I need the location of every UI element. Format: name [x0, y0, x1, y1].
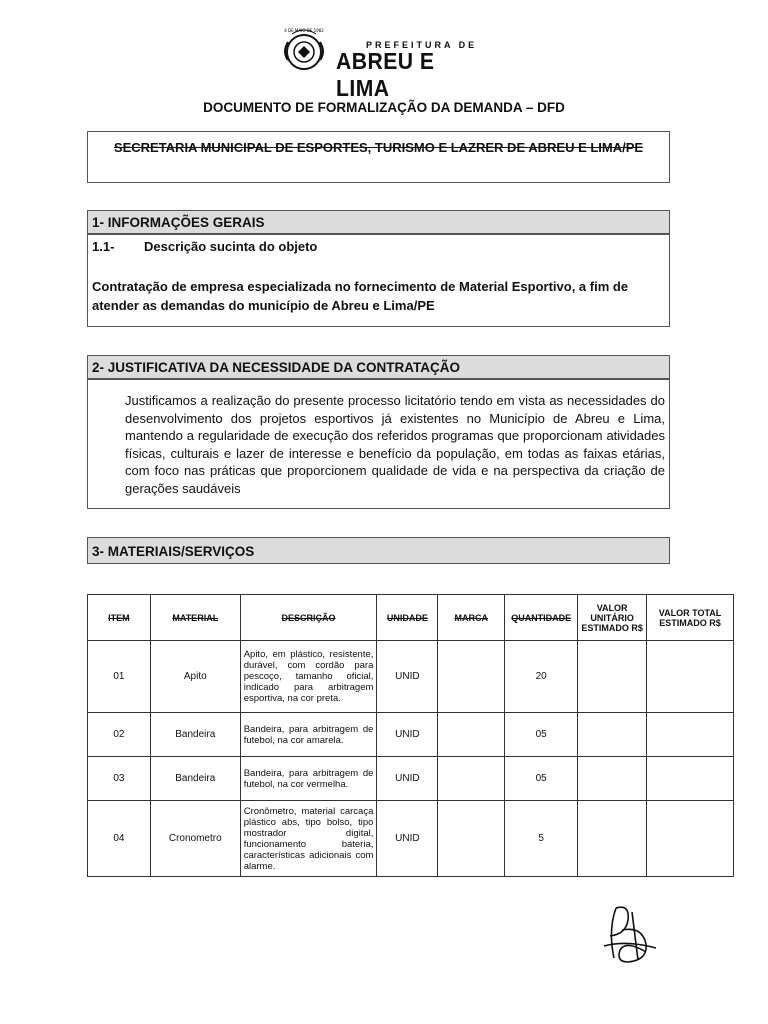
- cell-unidade: UNID: [377, 713, 438, 757]
- cell-valor-total: [647, 713, 734, 757]
- section-3-heading: 3- MATERIAIS/SERVIÇOS: [87, 537, 670, 564]
- cell-unidade: UNID: [377, 757, 438, 801]
- cell-valor-unitario: [578, 757, 647, 801]
- cell-material: Bandeira: [150, 757, 240, 801]
- cell-valor-total: [647, 757, 734, 801]
- col-item: ITEM: [88, 595, 151, 641]
- logo-prefeitura-de: PREFEITURA DE: [366, 40, 478, 50]
- table-row: [88, 757, 734, 801]
- cell-quantidade: 05: [505, 757, 578, 801]
- handwritten-signature: [586, 900, 666, 970]
- subsection-1-1: [92, 239, 317, 254]
- cell-item: 01: [88, 641, 151, 713]
- cell-descricao: Cronômetro, material carcaça plástico abs, tipo bolso, tipo mostrador digital, funcionamento bateria, características adicionais com alarme.: [240, 801, 377, 877]
- cell-marca: [438, 713, 505, 757]
- object-description: Contratação de empresa especializada no fornecimento de Material Esportivo, a fim de atender as demandas do município de Abreu e Lima/PE: [92, 279, 629, 313]
- col-quantidade: QUANTIDADE: [505, 595, 578, 641]
- table-row: [88, 641, 734, 713]
- cell-material: Bandeira: [150, 713, 240, 757]
- cell-descricao: Bandeira, para arbitragem de futebol, na cor vermelha.: [240, 757, 377, 801]
- section-1-body: [87, 234, 670, 327]
- col-unidade: UNIDADE: [377, 595, 438, 641]
- cell-quantidade: 5: [505, 801, 578, 877]
- prefeitura-logo: [278, 22, 488, 101]
- table-row: [88, 801, 734, 877]
- secretaria-box: [87, 131, 670, 183]
- section-2-heading: 2- JUSTIFICATIVA DA NECESSIDADE DA CONTRATAÇÃO: [87, 355, 670, 379]
- cell-unidade: UNID: [377, 641, 438, 713]
- cell-material: Apito: [150, 641, 240, 713]
- svg-text:4 DE MAIO DE 1982: 4 DE MAIO DE 1982: [284, 28, 324, 33]
- cell-marca: [438, 757, 505, 801]
- cell-unidade: UNID: [377, 801, 438, 877]
- section-2-body: [87, 379, 670, 509]
- subsection-number: 1.1-: [92, 239, 115, 254]
- cell-valor-total: [647, 641, 734, 713]
- section-1-heading: 1- INFORMAÇÕES GERAIS: [87, 210, 670, 234]
- cell-quantidade: 05: [505, 713, 578, 757]
- document-title: DOCUMENTO DE FORMALIZAÇÃO DA DEMANDA – DFD: [203, 100, 565, 115]
- col-descricao: DESCRIÇÃO: [240, 595, 377, 641]
- cell-item: 04: [88, 801, 151, 877]
- cell-quantidade: 20: [505, 641, 578, 713]
- cell-valor-unitario: [578, 713, 647, 757]
- municipal-seal-icon: [278, 22, 330, 78]
- table-row: [88, 713, 734, 757]
- cell-valor-unitario: [578, 641, 647, 713]
- col-valor-unitario: VALOR UNITÁRIO ESTIMADO R$: [578, 595, 647, 641]
- cell-marca: [438, 641, 505, 713]
- subsection-title: Descrição sucinta do objeto: [144, 239, 318, 254]
- col-material: MATERIAL: [150, 595, 240, 641]
- cell-item: 03: [88, 757, 151, 801]
- col-valor-total: VALOR TOTAL ESTIMADO R$: [647, 595, 734, 641]
- cell-valor-unitario: [578, 801, 647, 877]
- cell-descricao: Bandeira, para arbitragem de futebol, na cor amarela.: [240, 713, 377, 757]
- logo-abreu-e-lima: ABREU E LIMA: [336, 48, 435, 101]
- cell-valor-total: [647, 801, 734, 877]
- cell-material: Cronometro: [150, 801, 240, 877]
- col-marca: MARCA: [438, 595, 505, 641]
- justification-text: Justificamos a realização do presente processo licitatório tendo em vista as necessidades do desenvolvimento dos projetos esportivos já existentes no Município de Abreu e Lima, mantendo a regularidade de execução dos referidos programas que proporcionam atividades físicas, culturais e lazer de interesse e benefício da população, em todas as faixas etárias, com foco nas práticas que proporcionem qualidade de vida e na perspectiva da criação de gerações saudáveis: [125, 393, 665, 496]
- materials-table: [87, 594, 734, 877]
- cell-marca: [438, 801, 505, 877]
- cell-item: 02: [88, 713, 151, 757]
- cell-descricao: Apito, em plástico, resistente, durável, com cordão para pescoço, tamanho oficial, indicado para arbitragem esportiva, na cor preta.: [240, 641, 377, 713]
- table-header-row: [88, 595, 734, 641]
- secretaria-name: SECRETARIA MUNICIPAL DE ESPORTES, TURISMO E LAZRER DE ABREU E LIMA/PE: [113, 140, 644, 155]
